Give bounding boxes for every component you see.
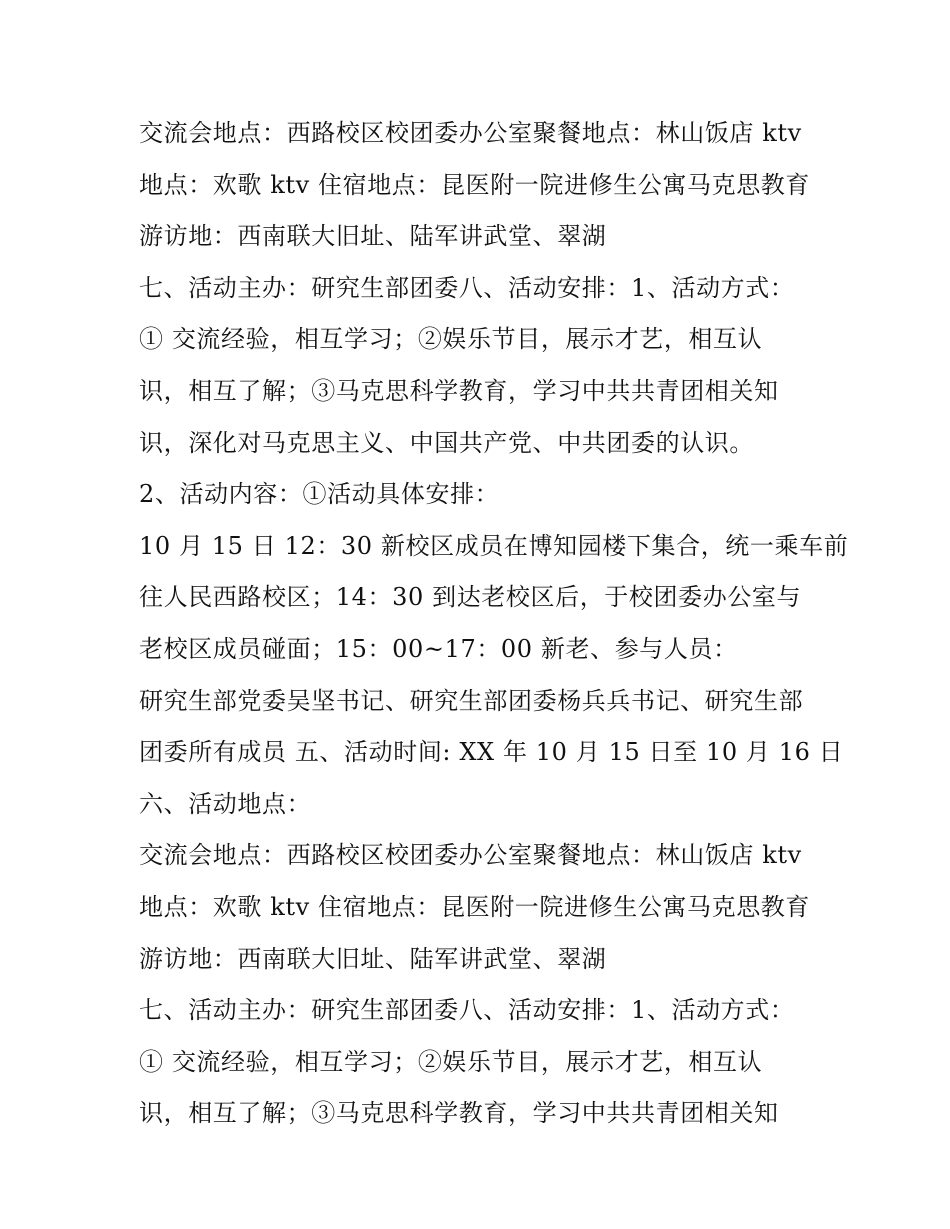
text-line: 七、活动主办：研究生部团委八、活动安排：1、活动方式：: [139, 996, 795, 1025]
text-line: ① 交流经验，相互学习；②娱乐节目，展示才艺，相互认: [139, 1047, 763, 1076]
text-line: 10 月 15 日 12：30 新校区成员在博知园楼下集合，统一乘车前: [139, 531, 849, 560]
text-line: 游访地：西南联大旧址、陆军讲武堂、翠湖: [139, 222, 607, 251]
text-line: 交流会地点：西路校区校团委办公室聚餐地点：林山饭店 ktv: [139, 119, 802, 147]
text-line: 团委所有成员 五、活动时间: XX 年 10 月 15 日至 10 月 16 日: [139, 738, 844, 767]
text-line: 老校区成员碰面；15：00~17：00 新老、参与人员：: [139, 634, 738, 663]
text-line: 地点：欢歌 ktv 住宿地点：昆医附一院进修生公寓马克思教育: [139, 892, 811, 921]
text-line: 交流会地点：西路校区校团委办公室聚餐地点：林山饭店 ktv: [139, 841, 802, 870]
text-line: 识，深化对马克思主义、中国共产党、中共团委的认识。: [139, 428, 754, 457]
text-line: 识，相互了解；③马克思科学教育，学习中共共青团相关知: [139, 376, 779, 405]
text-line: 研究生部党委吴坚书记、研究生部团委杨兵兵书记、研究生部: [139, 686, 804, 715]
text-line: 识，相互了解；③马克思科学教育，学习中共共青团相关知: [139, 1099, 779, 1128]
text-line: 地点：欢歌 ktv 住宿地点：昆医附一院进修生公寓马克思教育: [139, 170, 811, 199]
text-line: 往人民西路校区；14：30 到达老校区后，于校团委办公室与: [139, 583, 802, 612]
document-body: [139, 108, 849, 1140]
text-line: 七、活动主办：研究生部团委八、活动安排：1、活动方式：: [139, 273, 795, 302]
text-line: 2、活动内容：①活动具体安排：: [139, 480, 500, 509]
text-line: 六、活动地点：: [139, 789, 312, 818]
text-line: 游访地：西南联大旧址、陆军讲武堂、翠湖: [139, 944, 607, 973]
text-line: ① 交流经验，相互学习；②娱乐节目，展示才艺，相互认: [139, 325, 763, 354]
